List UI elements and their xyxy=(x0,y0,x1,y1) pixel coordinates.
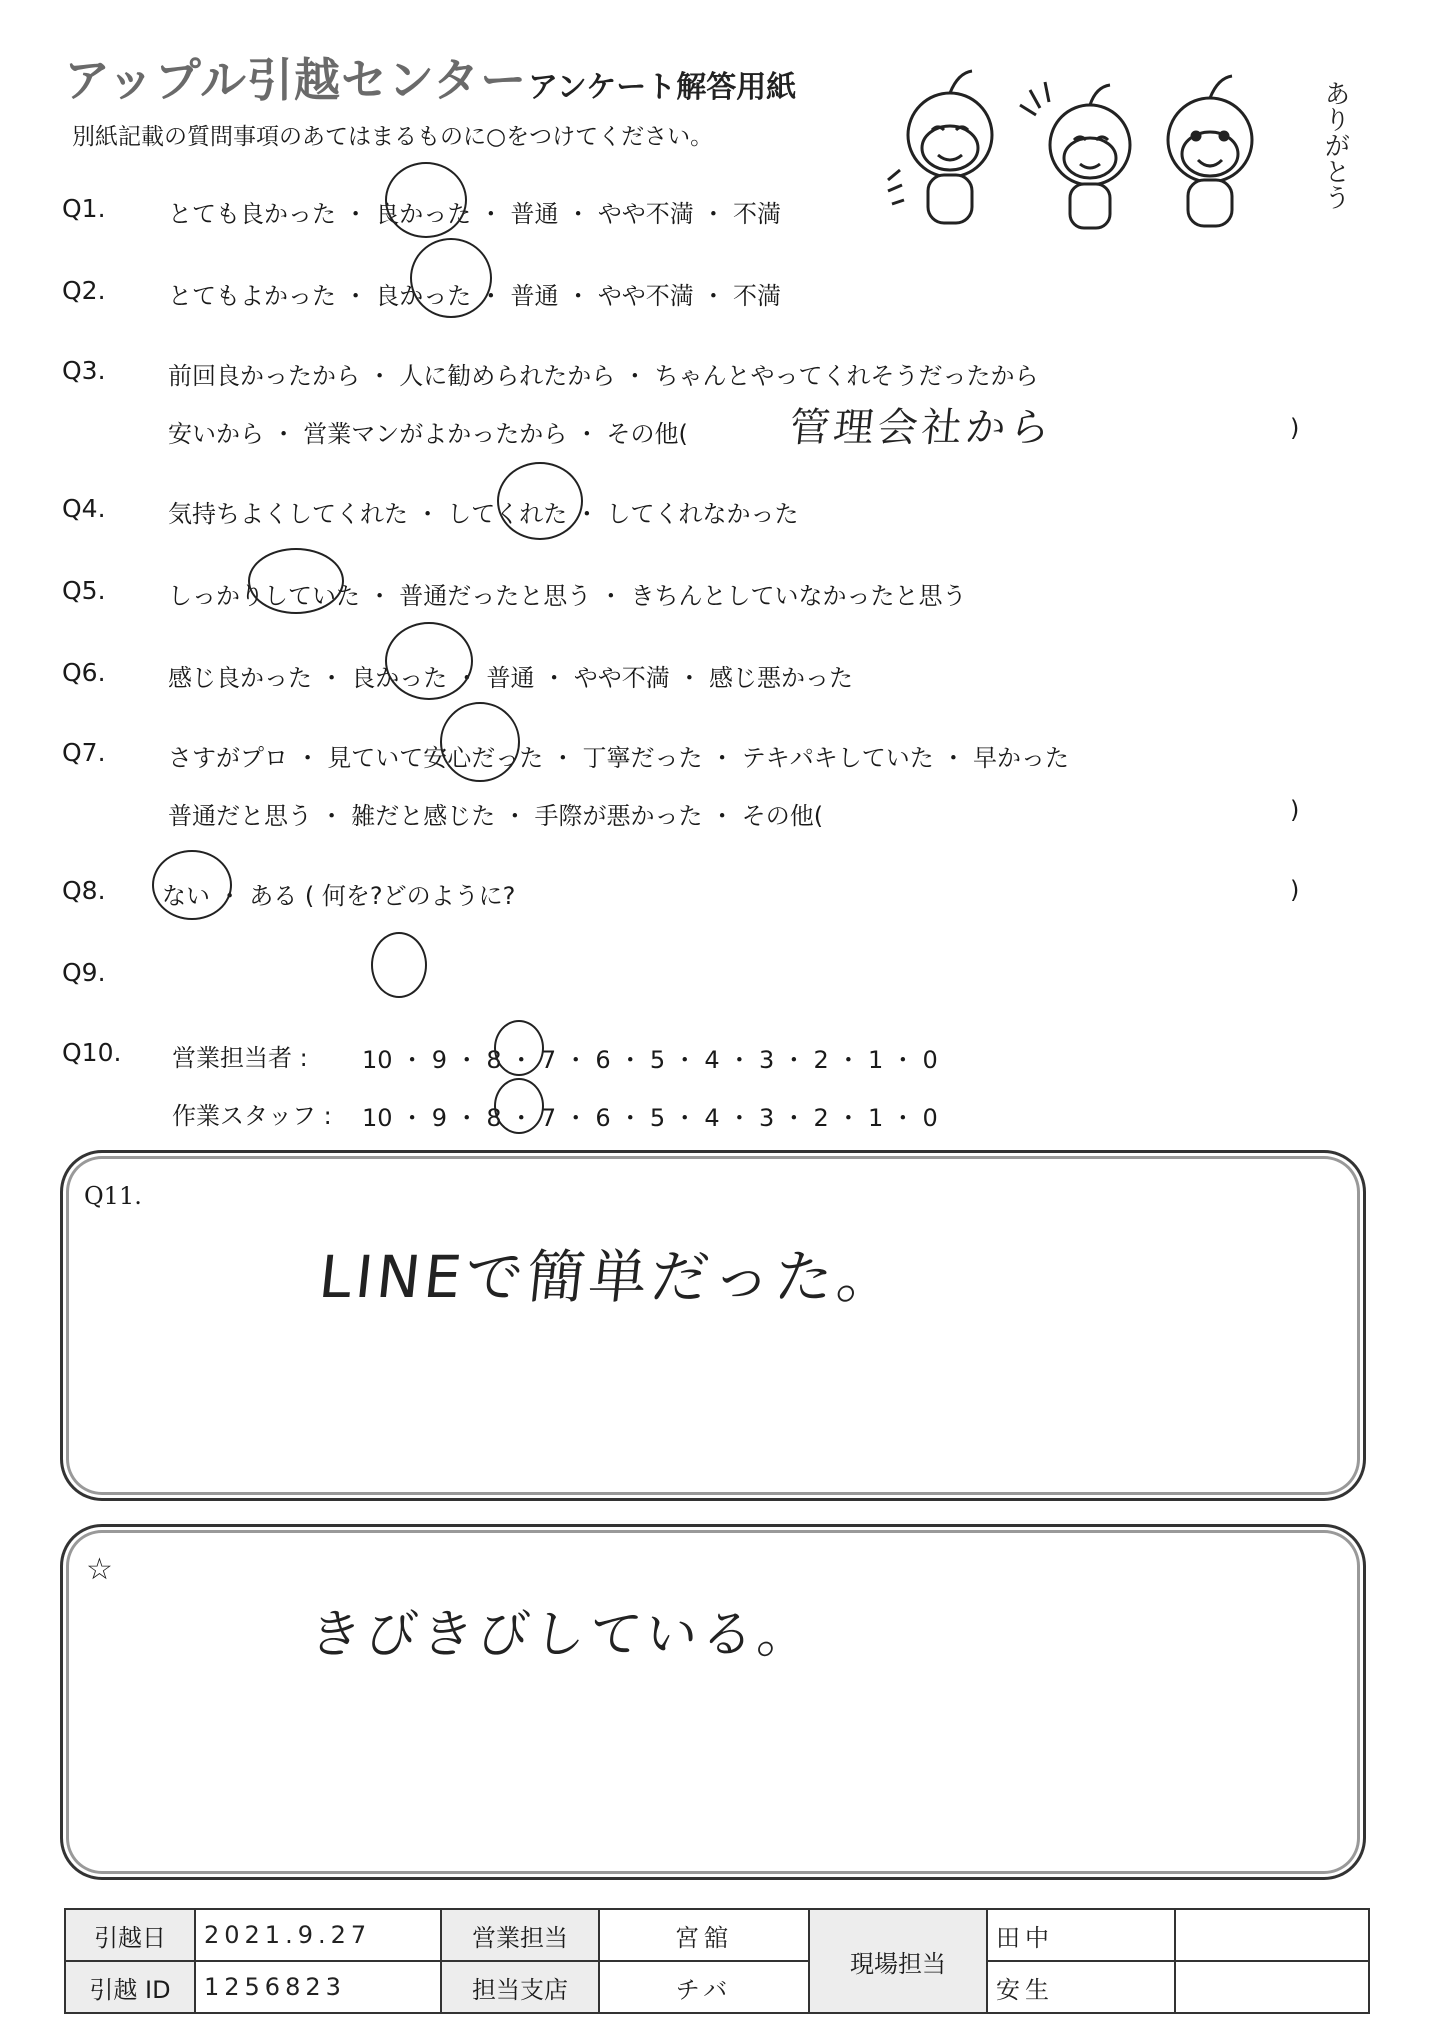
company-title: アップル引越センター xyxy=(64,53,528,107)
q8-selected-circle xyxy=(152,850,232,920)
q1-options: とても良かった ・ 良かった ・ 普通 ・ やや不満 ・ 不満 xyxy=(168,200,782,228)
q11-handwritten-answer: LINEで簡単だった。 xyxy=(315,1243,903,1311)
q7-options-line1: さすがプロ ・ 見ていて安心だった ・ 丁寧だった ・ テキパキしていた ・ 早かった xyxy=(168,744,1070,772)
q3-options-line1: 前回良かったから ・ 人に勧められたから ・ ちゃんとやってくれそうだったから xyxy=(168,362,1039,390)
q5-selected-circle xyxy=(248,548,344,614)
mascot-illustration xyxy=(880,60,1360,240)
q2-selected-circle xyxy=(410,238,492,318)
form-subtitle: アンケート解答用紙 xyxy=(528,70,797,105)
monkey-right-icon xyxy=(1168,76,1252,226)
q10-label: Q10. xyxy=(62,1038,122,1067)
sales-rep-value: 宮舘 xyxy=(599,1909,809,1961)
q7-selected-circle xyxy=(440,702,520,782)
q9-selected-circle xyxy=(371,932,427,998)
q7-options-line2: 普通だと思う ・ 雑だと感じた ・ 手際が悪かった ・ その他( xyxy=(168,802,824,830)
branch-value: チバ xyxy=(599,1961,809,2013)
q7-label: Q7. xyxy=(62,738,106,767)
q10-sales-scale: 10 ・ 9 ・ 8 ・ 7 ・ 6 ・ 5 ・ 4 ・ 3 ・ 2 ・ 1 ・ 0 xyxy=(362,1046,938,1074)
star-comment-box xyxy=(60,1524,1366,1880)
q3-label: Q3. xyxy=(62,356,106,385)
q6-selected-circle xyxy=(385,622,473,700)
instruction-text: 別紙記載の質問事項のあてはまるものに○をつけてください。 xyxy=(72,124,714,150)
q5-options: しっかりしていた ・ 普通だったと思う ・ きちんとしていなかったと思う xyxy=(168,582,967,610)
q11-comment-box xyxy=(60,1150,1366,1501)
q2-label: Q2. xyxy=(62,276,106,305)
q3-close-paren: ) xyxy=(1290,414,1300,442)
q3-handwritten-answer: 管理会社から xyxy=(787,405,1057,451)
q1-selected-circle xyxy=(385,162,467,238)
monkey-middle-icon xyxy=(1020,82,1130,228)
q10-sales-label: 営業担当者 : xyxy=(172,1044,308,1072)
q3-options-line2: 安いから ・ 営業マンがよかったから ・ その他( xyxy=(168,420,688,448)
q1-label: Q1. xyxy=(62,194,106,223)
sales-rep-label: 営業担当 xyxy=(441,1909,599,1961)
footer-info-table xyxy=(64,1908,1370,2014)
q6-label: Q6. xyxy=(62,658,106,687)
move-id-label: 引越 ID xyxy=(65,1961,195,2013)
site-staff-value-2: 安生 xyxy=(987,1961,1175,2013)
move-id-value: 1256823 xyxy=(195,1961,441,2013)
move-date-value: 2021.9.27 xyxy=(195,1909,441,1961)
site-staff-empty-1 xyxy=(1175,1909,1369,1961)
q8-close-paren: ) xyxy=(1290,876,1300,904)
q4-selected-circle xyxy=(497,462,583,540)
q8-options: ない ・ ある ( 何を?どのように? xyxy=(162,882,516,910)
q10-staff-scale: 10 ・ 9 ・ 8 ・ 7 ・ 6 ・ 5 ・ 4 ・ 3 ・ 2 ・ 1 ・ 0 xyxy=(362,1104,938,1132)
q10-staff-selected-circle xyxy=(494,1078,544,1134)
move-date-label: 引越日 xyxy=(65,1909,195,1961)
q4-label: Q4. xyxy=(62,494,106,523)
q2-options: とてもよかった ・ 良かった ・ 普通 ・ やや不満 ・ 不満 xyxy=(168,282,782,310)
monkey-left-icon xyxy=(888,71,992,223)
star-handwritten-answer: きびきびしている。 xyxy=(306,1605,817,1665)
mascot-thanks-text: ありがとう xyxy=(1320,80,1350,210)
q8-label: Q8. xyxy=(62,876,106,905)
q5-label: Q5. xyxy=(62,576,106,605)
star-icon: ☆ xyxy=(86,1552,113,1587)
q7-close-paren: ) xyxy=(1290,796,1300,824)
site-staff-label: 現場担当 xyxy=(809,1909,987,2013)
q11-label: Q11. xyxy=(84,1182,142,1210)
q4-options: 気持ちよくしてくれた ・ してくれた ・ してくれなかった xyxy=(168,500,799,528)
site-staff-value-1: 田中 xyxy=(987,1909,1175,1961)
q10-staff-label: 作業スタッフ : xyxy=(172,1102,332,1130)
branch-label: 担当支店 xyxy=(441,1961,599,2013)
site-staff-empty-2 xyxy=(1175,1961,1369,2013)
q10-sales-selected-circle xyxy=(494,1020,544,1076)
q6-options: 感じ良かった ・ 良かった ・ 普通 ・ やや不満 ・ 感じ悪かった xyxy=(168,664,854,692)
q9-label: Q9. xyxy=(62,958,106,987)
